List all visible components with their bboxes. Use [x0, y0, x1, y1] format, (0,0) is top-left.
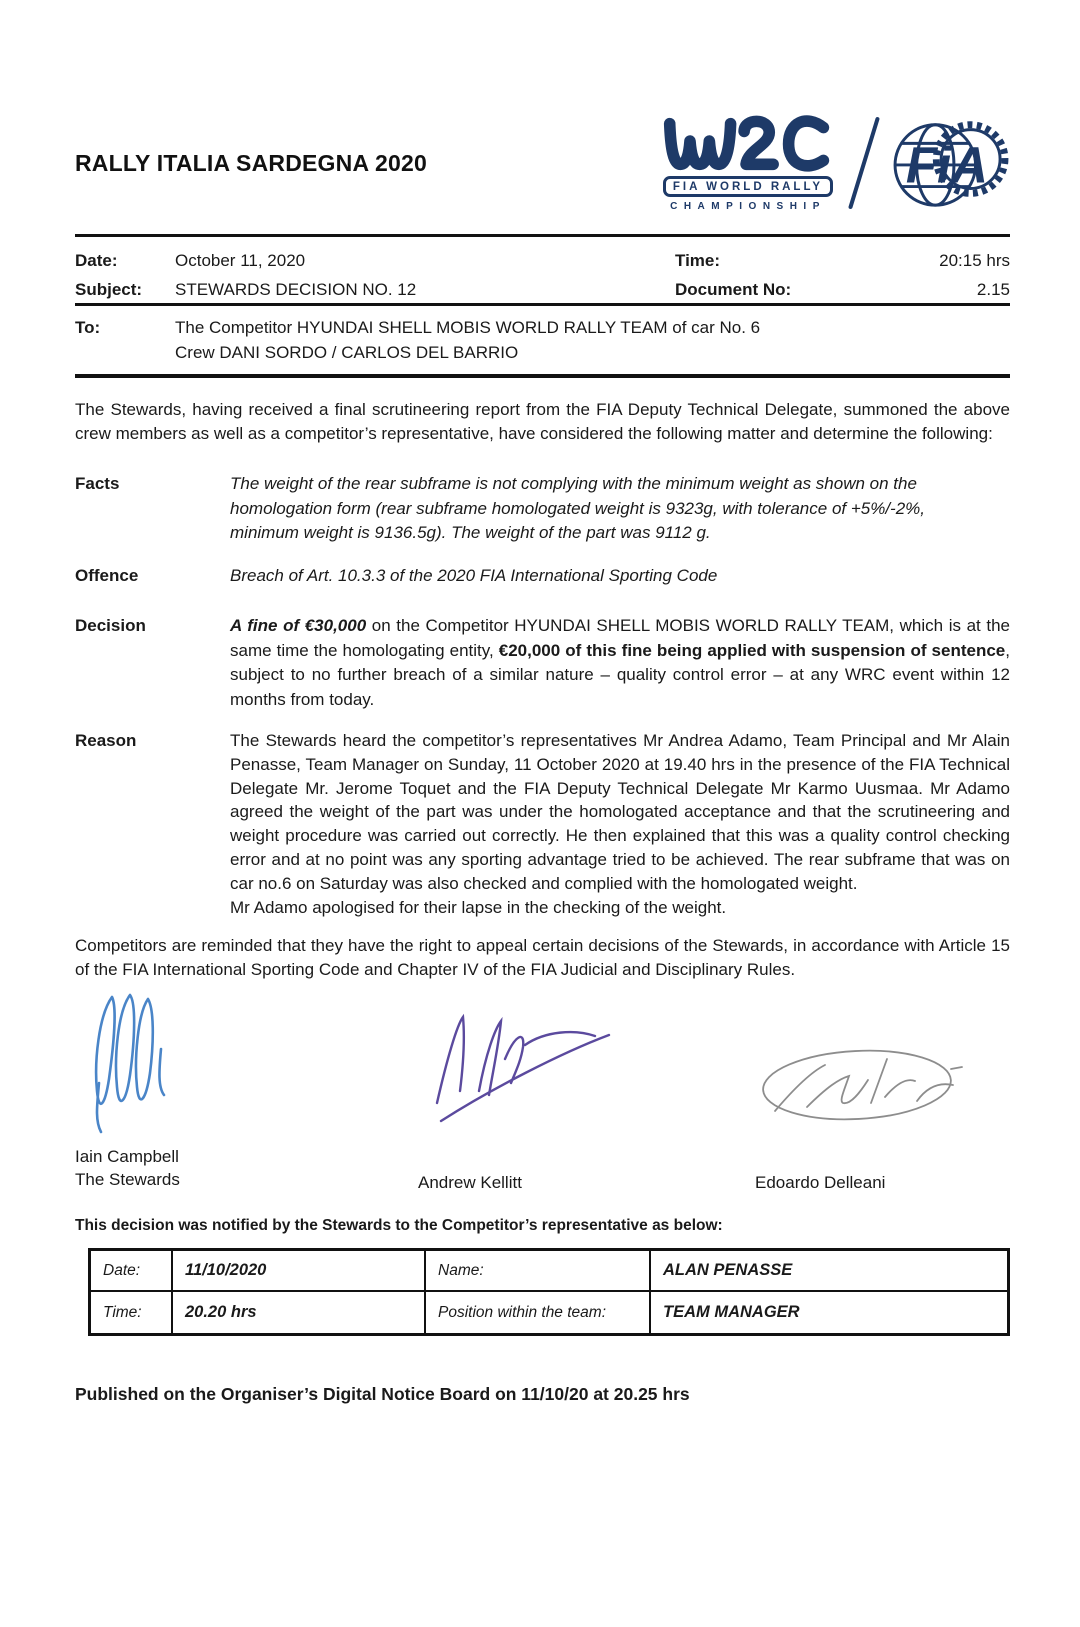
subject-label: Subject:: [75, 280, 143, 299]
to-block: [75, 315, 1010, 365]
notify-position-value: TEAM MANAGER: [663, 1303, 800, 1322]
decision-text-1: on the Competitor HYUNDAI SHELL MOBIS WORLD RALLY TEAM, which is at the same time the homologating entity,: [230, 616, 1010, 660]
date-label: Date:: [75, 251, 118, 270]
time-value: 20:15 hrs: [939, 251, 1010, 270]
divider-slash-icon: [848, 117, 880, 210]
notify-position-label: Position within the team:: [426, 1292, 651, 1333]
signature-edoardo-delleani-icon: [755, 1045, 965, 1125]
fia-logo-text: FiA: [905, 136, 989, 194]
signatory-iain-campbell: [75, 987, 418, 1193]
decision-suspension: €20,000 of this fine being applied with suspension of sentence: [498, 640, 1006, 660]
signatory-edoardo-delleani: [755, 987, 1010, 1193]
notify-name-value: ALAN PENASSE: [651, 1251, 1007, 1292]
section-reason: [75, 729, 1010, 919]
document-no-value: 2.15: [976, 280, 1010, 299]
notification-table: [88, 1248, 1010, 1336]
to-label: To:: [75, 318, 101, 337]
signatory-name: Andrew Kellitt: [418, 1173, 522, 1193]
published-notice: Published on the Organiser’s Digital Notice Board on 11/10/20 at 20.25 hrs: [75, 1384, 690, 1405]
notify-name-label: Name:: [426, 1251, 651, 1292]
reason-paragraph-1: The Stewards heard the competitor’s representatives Mr Andrea Adamo, Team Principal and Mr Alain Penasse, Team Manager on Sunday, 11 October 2020 at 19.40 hrs in the presence of the FIA Technical Delegate Mr. Jerome Toquet and the FIA Deputy Technical Delegate Mr Karmo Uusmaa. Mr Adamo agreed the weight of the part was under the homologated acceptance and that the scrutineering and weight procedure was carried out correctly. He then explained that this was a quality control checking error and at no point was any sporting advantage tried to be achieved. The rear subframe that was on car no.6 on Saturday was also checked and complied with the homologated weight.: [230, 731, 1010, 893]
notify-time-label: Time:: [91, 1292, 173, 1333]
offence-text: Breach of Art. 10.3.3 of the 2020 FIA International Sporting Code: [230, 565, 718, 585]
notify-time-value: 20.20 hrs: [173, 1292, 426, 1333]
notification-heading: This decision was notified by the Stewards to the Competitor’s representative as below:: [75, 1217, 723, 1235]
reason-text: [230, 729, 1010, 919]
to-divider: [75, 374, 1010, 378]
notify-date-label: Date:: [91, 1251, 173, 1292]
document-content: [0, 108, 1080, 1405]
to-value: [175, 315, 1010, 365]
meta-block: [75, 251, 1010, 300]
reason-label: Reason: [75, 731, 137, 750]
offence-label: Offence: [75, 565, 139, 585]
decision-text-2: , subject to no further breach of a similar nature – quality control error – at any WRC event within 12 months from today.: [230, 640, 1010, 709]
decision-fine-amount: A fine of €30,000: [230, 616, 367, 635]
subject-value: STEWARDS DECISION NO. 12: [175, 280, 417, 299]
to-line-crew: Crew DANI SORDO / CARLOS DEL BARRIO: [175, 343, 519, 362]
notify-date-value: 11/10/2020: [173, 1251, 426, 1292]
facts-label: Facts: [75, 474, 120, 493]
logo-group: [660, 110, 1010, 216]
document-no-label: Document No:: [675, 280, 792, 299]
wrc-wordmark-icon: [660, 114, 836, 172]
meta-divider: [75, 303, 1010, 306]
wrc-logo-championship: CHAMPIONSHIP: [670, 201, 826, 212]
to-line-competitor: The Competitor HYUNDAI SHELL MOBIS WORLD RALLY TEAM of car No. 6: [175, 318, 761, 337]
reason-paragraph-2: Mr Adamo apologised for their lapse in the checking of the weight.: [230, 897, 727, 917]
signatory-andrew-kellitt: [418, 987, 755, 1193]
decision-label: Decision: [75, 616, 146, 635]
signatory-name: Iain Campbell: [75, 1147, 179, 1167]
section-facts: [75, 472, 1010, 546]
section-offence: [75, 564, 1010, 589]
facts-text: The weight of the rear subframe is not complying with the minimum weight as shown on the homologation form (rear subframe homologated weight is 9323g, with tolerance of +5%/-2%, minimum weight is 9136.5g). The weight of the part was 9112 g.: [230, 474, 926, 542]
fia-logo-icon: [892, 110, 1010, 216]
appeal-paragraph: Competitors are reminded that they have the right to appeal certain decisions of the Stewards, in accordance with Article 15 of the FIA International Sporting Code and Chapter IV of the FIA Judicial and Disciplinary Rules.: [75, 936, 1010, 979]
header-divider: [75, 234, 1010, 237]
page-title: RALLY ITALIA SARDEGNA 2020: [75, 149, 427, 176]
signatory-name: Edoardo Delleani: [755, 1173, 886, 1193]
date-value: October 11, 2020: [175, 251, 306, 270]
document-header: [75, 108, 1010, 218]
wrc-logo-subtitle: FIA WORLD RALLY: [663, 176, 833, 197]
signature-andrew-kellitt-icon: [423, 1003, 623, 1125]
decision-text: [230, 614, 1010, 712]
signature-iain-campbell-icon: [85, 987, 195, 1137]
signature-row: [75, 987, 1010, 1193]
section-decision: [75, 614, 1010, 712]
intro-paragraph: The Stewards, having received a final scrutineering report from the FIA Deputy Technical Delegate, summoned the above crew members as well as a competitor’s representative, have considered the following matter and determine the following:: [75, 400, 1010, 443]
wrc-logo: [660, 114, 836, 212]
time-label: Time:: [675, 251, 721, 270]
signatory-subtitle: The Stewards: [75, 1170, 180, 1190]
